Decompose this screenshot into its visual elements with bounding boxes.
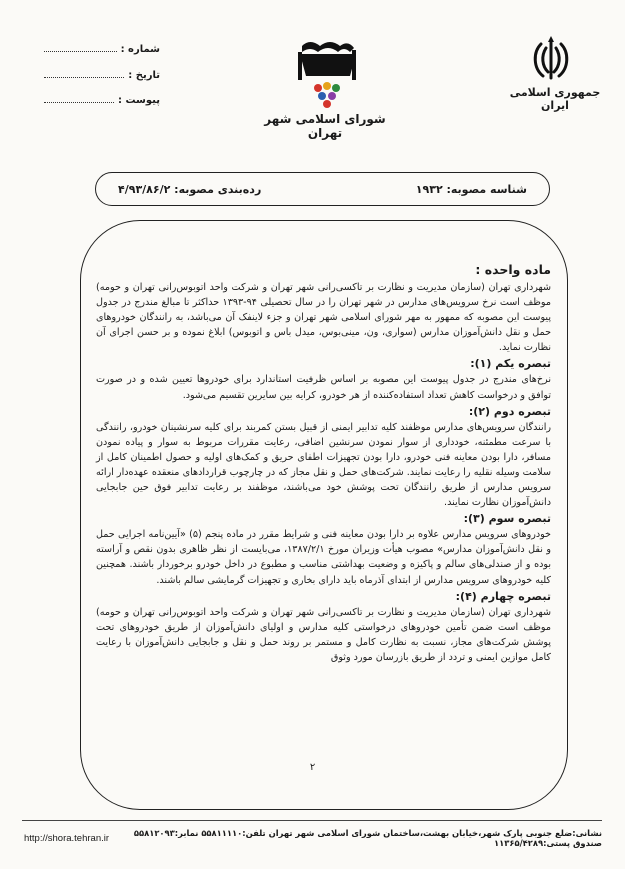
- resolution-id: شناسه مصوبه: ۱۹۳۲: [415, 182, 527, 196]
- note-2-title: تبصره دوم (۲):: [468, 404, 551, 418]
- meta-attachment: [40, 95, 160, 106]
- main-article-text: شهرداری تهران (سازمان مدیریت و نظارت بر تاکسی‌رانی شهر تهران و شرکت واحد اتوبوس‌رانی تهران و حومه) موظف است نرخ سرویس‌های مدارس در شهر تهران را در سال تحصیلی ۹۴-۱۳۹۳ حداکثر تا مبالغ مندرج در جدول پیوست این مصوبه که ممهور به مهر شورای اسلامی شهر تهران و جزء لاینفک آن می‌باشد، به رانندگان خودروهای حمل و نقل دانش‌آموزان مدارس (سواری، ون، مینی‌بوس، میدل باس و اتوبوس) ابلاغ نموده و بر حسن اجرای آن نظارت نماید.: [96, 282, 551, 354]
- meta-date-line: [44, 70, 124, 78]
- note-1-text: نرخ‌های مندرج در جدول پیوست این مصوبه بر اساس ظرفیت استاندارد برای خودروها تعیین شده و در صورت توافق و درخواست کاهش تعداد استفاده‌کننده از هر خودرو، کرایه بین سایرین تقسیم می‌شود.: [96, 374, 551, 401]
- meta-attachment-label: پیوست :: [117, 95, 160, 106]
- footer: [24, 828, 602, 848]
- meta-number-line: [44, 44, 117, 52]
- note-3-title: تبصره سوم (۳):: [463, 512, 551, 526]
- council-title: شورای اسلامی شهر تهران: [264, 112, 386, 140]
- meta-number-label: شماره :: [120, 44, 160, 55]
- note-3-text: خودروهای سرویس مدارس علاوه بر دارا بودن معاینه فنی و شرایط مقرر در ماده پنجم (۵) «آیین‌نامه اجرایی حمل و نقل دانش‌آموزان مدارس» مصوب هیأت وزیران مورخ ۱۳۸۷/۲/۱، می‌بایست از نظر ظاهری بدون نقص و آراسته بوده و از صندلی‌های سالم و پاکیزه و وضعیت بهداشتی مناسب و مطبوع در داخل خودرو برخوردار باشند. همچنین کلیه خودروهای سرویس مدارس از ابتدای آذرماه باید دارای بخاری و تجهیزات گرمایشی سالم باشند.: [96, 529, 551, 586]
- note-4-text: شهرداری تهران (سازمان مدیریت و نظارت بر تاکسی‌رانی شهر تهران و شرکت واحد اتوبوس‌رانی تهران و حومه) موظف است ضمن تأمین خودروهای درخواستی کلیه مدارس و اولیای دانش‌آموزان از طریق خودروهای تحت پوشش شرکت‌های مجاز، نسبت به نظارت کامل و مستمر بر روند حمل و نقل و جابجایی دانش‌آموزان با رعایت کامل موازین ایمنی و تردد از طریق بازرسان مورد وثوق: [96, 606, 551, 663]
- footer-divider: [22, 820, 602, 821]
- note-1-title: تبصره یکم (۱):: [470, 357, 551, 371]
- resolution-classification: رده‌بندی مصوبه: ۴/۹۳/۸۶/۲: [118, 182, 262, 196]
- meta-number: [40, 44, 160, 55]
- republic-title: جمهوری اسلامی ایران: [509, 86, 601, 112]
- city-council-logo: [282, 36, 372, 116]
- note-2-text: رانندگان سرویس‌های مدارس موظفند کلیه تدابیر ایمنی از قبیل بستن کمربند برای کلیه سرنشینان خودرو، رانندگی با سرعت مطمئنه، خودداری از سوار نمودن سرنشین اضافی، رعایت مقررات مربوط به سوار و پیاده نمودن مسافر، دارا بودن معاینه فنی خودرو، دارا بودن تجهیزات اطفای حریق و کمک‌های اولیه و حصول اطمینان کامل از سلامت وسیله نقلیه را رعایت نمایند. شرکت‌های حمل و نقل مجاز که در چارچوب قراردادهای منعقده عهده‌دار ارائه سرویس مدارس از طریق رانندگان تحت پوشش خود می‌باشند، موظفند بر رعایت تدابیر فوق حین جابجایی دانش‌آموزان نظارت نمایند.: [96, 421, 551, 509]
- meta-attachment-line: [44, 95, 114, 103]
- main-article-title: ماده واحده :: [475, 262, 551, 277]
- footer-address: نشانی:ضلع جنوبی پارک شهر،خیابان بهشت،ساختمان شورای اسلامی شهر تهران تلفن:۵۵۸۱۱۱۱۰ نمابر:۵۵۸۱۲۰۹۳ صندوق پستی:۱۱۳۶۵/۴۲۸۹: [133, 828, 602, 848]
- website-link[interactable]: http://shora.tehran.ir: [24, 832, 110, 844]
- iran-emblem-icon: [527, 34, 575, 86]
- note-4-title: تبصره چهارم (۴):: [455, 589, 551, 603]
- meta-date: [40, 70, 160, 81]
- meta-date-label: تاریخ :: [128, 70, 160, 81]
- resolution-bar: [95, 172, 550, 206]
- resolution-body: [96, 262, 551, 666]
- page-number: ۲: [309, 762, 316, 773]
